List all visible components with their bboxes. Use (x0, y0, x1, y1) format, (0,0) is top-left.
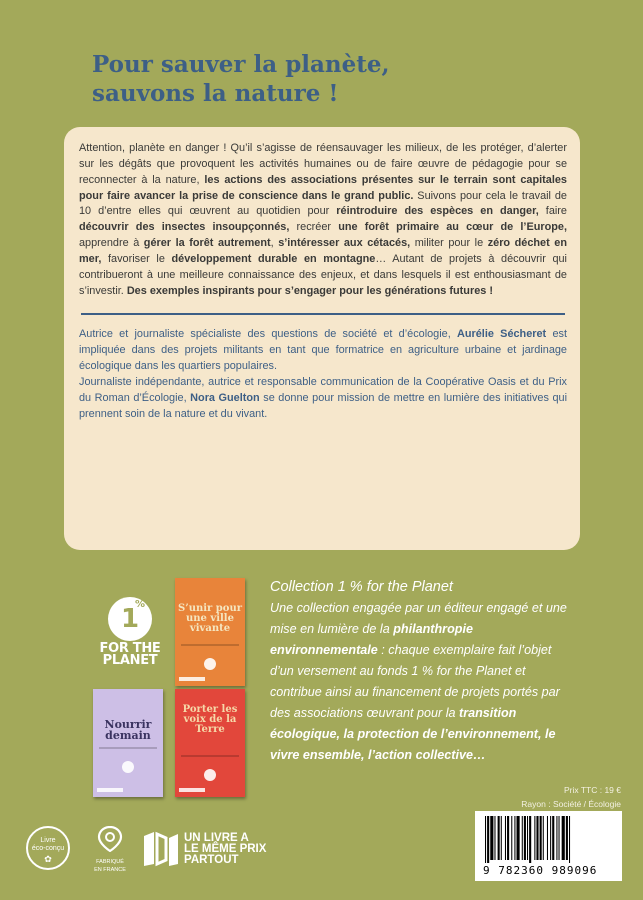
emphasis-run: Nora Guelton (190, 391, 260, 404)
book-cover-title: Nourrir demain (104, 718, 152, 742)
text-run: est impliquée dans des projets militants en tant que formatrice en agriculture urbaine et jardinage écologique dans les quartiers populaires. (79, 328, 567, 373)
barcode-bar (540, 816, 542, 860)
barcode-bar (511, 816, 512, 860)
barcode-bar (485, 816, 486, 863)
barcode-bar (550, 816, 551, 860)
barcode-bar (556, 816, 557, 860)
author-bio-secheret (79, 327, 567, 375)
made-in-france-line-1: FABRIQUÉ (96, 859, 124, 865)
barcode-bar (547, 816, 548, 860)
publisher-badge-icon (204, 769, 216, 781)
logo-mark-percent: % (134, 599, 145, 610)
book-cover-title: Porter les voix de la Terre (182, 704, 238, 735)
text-run: militer pour le (410, 237, 488, 250)
emphasis-run: transition écologique, la protection de l’environnement, le vivre ensemble, l’action collective… (270, 706, 556, 762)
book-cover-porter-les-voix (175, 689, 245, 797)
book-cover-title: S’unir pour une ville vivante (178, 603, 242, 634)
barcode-bar (559, 816, 560, 860)
summary-text (79, 141, 567, 299)
book-cover-nourrir-demain (93, 689, 163, 797)
barcode-bar (514, 816, 515, 860)
fixed-price-line-3: PARTOUT (184, 854, 239, 866)
eco-logo-line-2: éco-conçu (31, 845, 65, 852)
barcode-bar (494, 816, 495, 860)
book-cover-subtitle-line (181, 755, 239, 757)
isbn-number: 9 782360 989096 (483, 864, 598, 877)
collection-body (270, 598, 570, 766)
book-cover-ville-vivante (175, 578, 245, 686)
fixed-price-line-2: LE MÊME PRIX (184, 843, 267, 855)
one-percent-for-the-planet-logo (97, 597, 163, 669)
emphasis-run: zéro déchet en mer, (79, 237, 567, 265)
barcode-bar (527, 816, 528, 860)
headline-line-2: sauvons la nature ! (92, 80, 339, 107)
map-pin-icon (97, 826, 123, 852)
barcode-bar (505, 816, 506, 860)
text-run: : chaque exemplaire fait l’objet d’un versement au fonds 1 % for the Planet et contribue ainsi au financement de projets portés par des associations œuvrant pour la (270, 643, 560, 720)
text-run: faire (538, 205, 567, 218)
book-cover-footer-mark (179, 677, 205, 681)
book-cover-subtitle-line (181, 644, 239, 646)
logo-wordmark (97, 643, 163, 667)
emphasis-run: réintroduire des espèces en danger, (336, 205, 539, 218)
emphasis-run: Des exemples inspirants pour s’engager pour les générations futures ! (126, 284, 493, 297)
emphasis-run: les actions des associations présentes sur le terrain sont capitales pour faire avancer la prise de conscience dans le grand public. (79, 173, 567, 202)
author-bio-guelton (79, 375, 567, 423)
headline (92, 50, 512, 108)
text-run: favoriser le (101, 252, 172, 265)
text-run: Journaliste indépendante, autrice et responsable communication de la Coopérative Oasis et du Prix du Roman d’Écologie, (79, 375, 567, 404)
barcode-bar (534, 816, 535, 860)
price-label: Prix TTC : 19 € (564, 785, 621, 795)
headline-line-1: Pour sauver la planète, (92, 51, 390, 78)
text-run: Autrice et journaliste spécialiste des questions de société et d’écologie, (79, 328, 457, 341)
barcode-bar (490, 816, 493, 860)
made-in-france-line-2: EN FRANCE (94, 867, 126, 873)
summary-panel (64, 127, 580, 550)
barcode-bars-icon (483, 816, 614, 863)
collection-title: Collection 1 % for the Planet (270, 579, 453, 595)
barcode-bar (552, 816, 554, 860)
barcode-bar (517, 816, 520, 860)
text-run: se donne pour mission de mettre en lumière des initiatives qui prennent soin de la nature et du vivant. (79, 391, 567, 420)
barcode-bar (487, 816, 489, 863)
emphasis-run: découvrir des insectes insoupçonnés, (79, 221, 290, 234)
barcode-bar (498, 816, 500, 860)
barcode-bar (524, 816, 526, 860)
text-run: … Autant de projets à découvrir qui contribueront à une meilleure connaissance des enjeux, et dans lesquels il est enthousiasmant de s’investir. (79, 252, 567, 297)
text-run: Une collection engagée par un éditeur engagé et une mise en lumière de la (270, 601, 567, 636)
shelf-label: Rayon : Société / Écologie (521, 799, 621, 809)
emphasis-run: philanthropie environnementale (270, 622, 473, 657)
book-cover-footer-mark (97, 788, 123, 792)
fixed-price-text (184, 833, 294, 866)
barcode-bar (529, 816, 531, 863)
fixed-price-line-1: UN LIVRE A (184, 832, 249, 844)
barcode-bar (569, 816, 570, 863)
divider-rule (81, 313, 565, 315)
emphasis-run: une forêt primaire au cœur de l’Europe, (338, 221, 567, 234)
flower-icon: ✿ (44, 854, 52, 864)
emphasis-run: s’intéresser aux cétacés, (278, 237, 411, 250)
book-cover-footer-mark (179, 788, 205, 792)
one-percent-circle (108, 597, 152, 641)
made-in-france-logo (88, 826, 132, 873)
emphasis-run: Aurélie Sécheret (457, 328, 547, 341)
barcode-bar (566, 816, 568, 860)
barcode-bar (522, 816, 523, 860)
barcode-bar (507, 816, 509, 860)
barcode-bar (562, 816, 565, 860)
logo-line-1: FOR THE (99, 641, 161, 656)
book-price-emblem-icon (142, 830, 180, 868)
eco-logo-line-1: Livre (40, 837, 56, 844)
emphasis-run: développement durable en montagne (171, 252, 376, 265)
price-block (521, 783, 621, 811)
collection-blurb (270, 577, 570, 766)
emphasis-run: gérer la forêt autrement (143, 237, 271, 250)
barcode-bar (501, 816, 502, 860)
text-run: apprendre à (79, 237, 144, 250)
eco-designed-book-logo (26, 826, 70, 870)
text-run: Suivons pour cela le travail de 10 d’entre elles qui œuvrent au quotidien pour (79, 189, 567, 218)
barcode-bar (536, 816, 538, 860)
logo-mark-digit: 1 (120, 604, 140, 634)
text-run: recréer (289, 221, 339, 234)
logo-line-2: PLANET (102, 653, 158, 668)
isbn-barcode (475, 811, 622, 881)
text-run: Attention, planète en danger ! Qu’il s’agisse de réensauvager les milieux, de les protéger, d’alerter sur les dégâts que provoquent les activités humaines ou de faire œuvre de pédagogie pour se reconnecter à la nature, (79, 142, 567, 186)
fixed-book-price-logo (142, 830, 267, 873)
publisher-badge-icon (122, 761, 134, 773)
text-run: , (270, 237, 279, 250)
book-cover-subtitle-line (99, 747, 157, 749)
publisher-badge-icon (204, 658, 216, 670)
barcode-bar (543, 816, 544, 860)
